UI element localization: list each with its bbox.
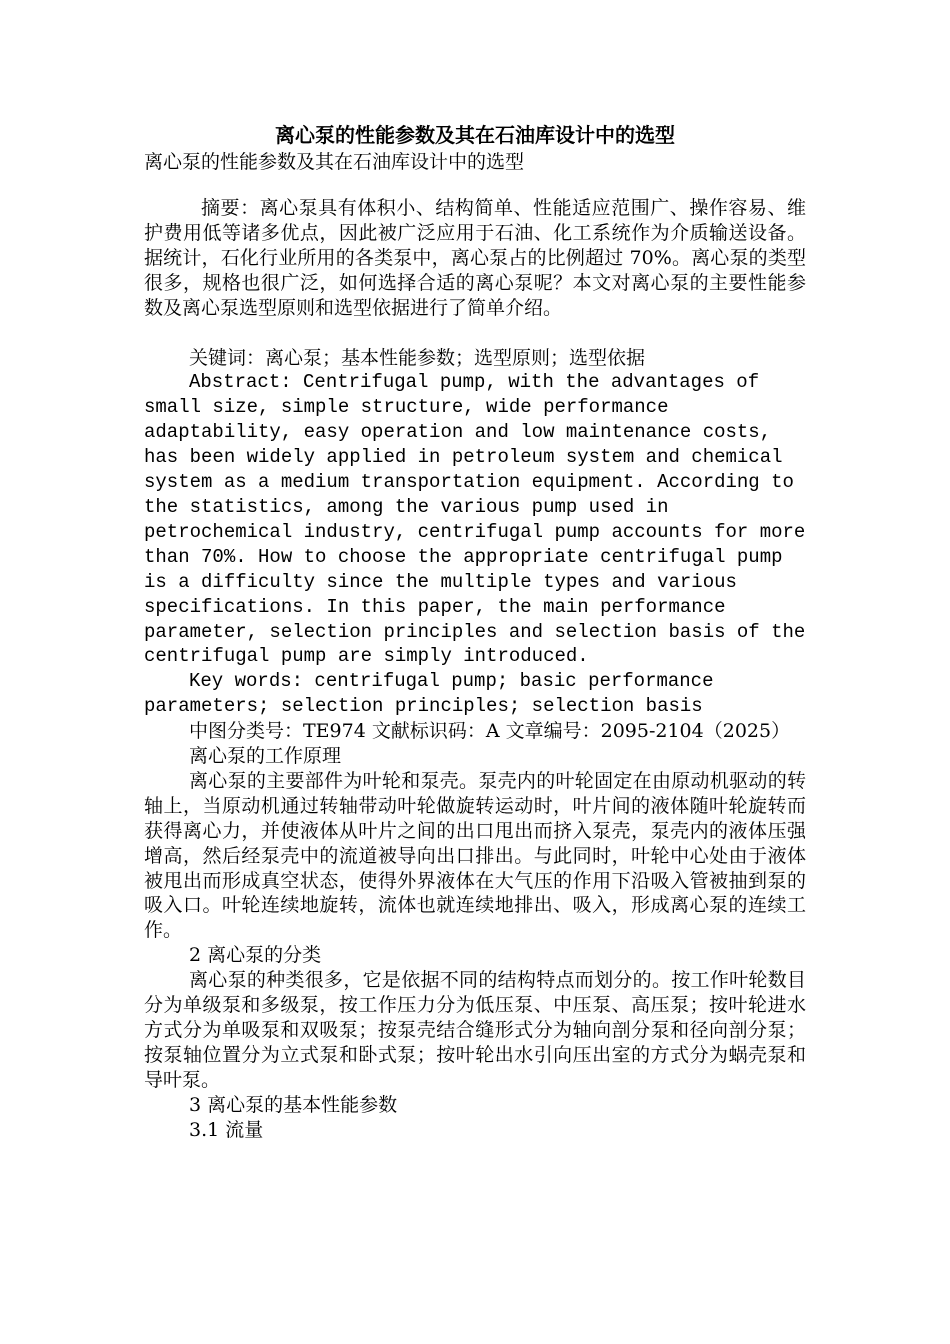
section-3-heading: 3 离心泵的基本性能参数 [189, 1093, 398, 1116]
document-title: 离心泵的性能参数及其在石油库设计中的选型 [275, 123, 675, 147]
section-3-1-heading: 3.1 流量 [189, 1118, 264, 1141]
section-2-heading: 2 离心泵的分类 [189, 944, 322, 967]
abstract-chinese: 摘要：离心泵具有体积小、结构简单、性能适应范围广、操作容易、维护费用低等诸多优点，因此被广泛应用于石油、化工系统作为介质输送设备。据统计，石化行业所用的各类泵中，离心泵占的比例超过 70%。离心泵的类型很多，规格也很广泛，如何选择合适的离心泵呢？本文对离心泵的主要性能参数及离心泵选型原则和选型依据进行了简单介绍。 [144, 197, 806, 319]
classification-line: 中图分类号：TE974 文献标识码：A 文章编号：2095-2104（2025） [189, 720, 791, 743]
keywords-chinese: 关键词：离心泵；基本性能参数；选型原则；选型依据 [189, 346, 646, 369]
document-page [144, 120, 806, 1143]
section-1-heading: 离心泵的工作原理 [189, 745, 342, 768]
keywords-english: Key words: centrifugal pump; basic performance parameters; selection principles; selection basis [144, 670, 714, 718]
section-2-body: 离心泵的种类很多，它是依据不同的结构特点而划分的。按工作叶轮数目分为单级泵和多级泵，按工作压力分为低压泵、中压泵、高压泵；按叶轮进水方式分为单吸泵和双吸泵；按泵壳结合缝形式分为轴向剖分泵和径向剖分泵；按泵轴位置分为立式泵和卧式泵；按叶轮出水引向压出室的方式分为蜗壳泵和导叶泵。 [144, 969, 806, 1091]
abstract-english: Abstract: Centrifugal pump, with the advantages of small size, simple structure, wide performance adaptability, easy operation and low maintenance costs, has been widely applied in petroleum system and chemical system as a medium transportation equipment. According to the statistics, among the various pump used in petrochemical industry, centrifugal pump accounts for more than 70%. How to choose the appropriate centrifugal pump is a difficulty since the multiple types and various specifications. In this paper, the main performance parameter, selection principles and selection basis of the centrifugal pump are simply introduced. [144, 371, 806, 668]
section-1-body: 离心泵的主要部件为叶轮和泵壳。泵壳内的叶轮固定在由原动机驱动的转轴上，当原动机通过转轴带动叶轮做旋转运动时，叶片间的液体随叶轮旋转而获得离心力，并使液体从叶片之间的出口甩出而挤入泵壳，泵壳内的液体压强增高，然后经泵壳中的流道被导向出口排出。与此同时，叶轮中心处由于液体被甩出而形成真空状态，使得外界液体在大气压的作用下沿吸入管被抽到泵的吸入口。叶轮连续地旋转，流体也就连续地排出、吸入，形成离心泵的连续工作。 [144, 769, 806, 942]
document-subtitle: 离心泵的性能参数及其在石油库设计中的选型 [144, 151, 525, 173]
